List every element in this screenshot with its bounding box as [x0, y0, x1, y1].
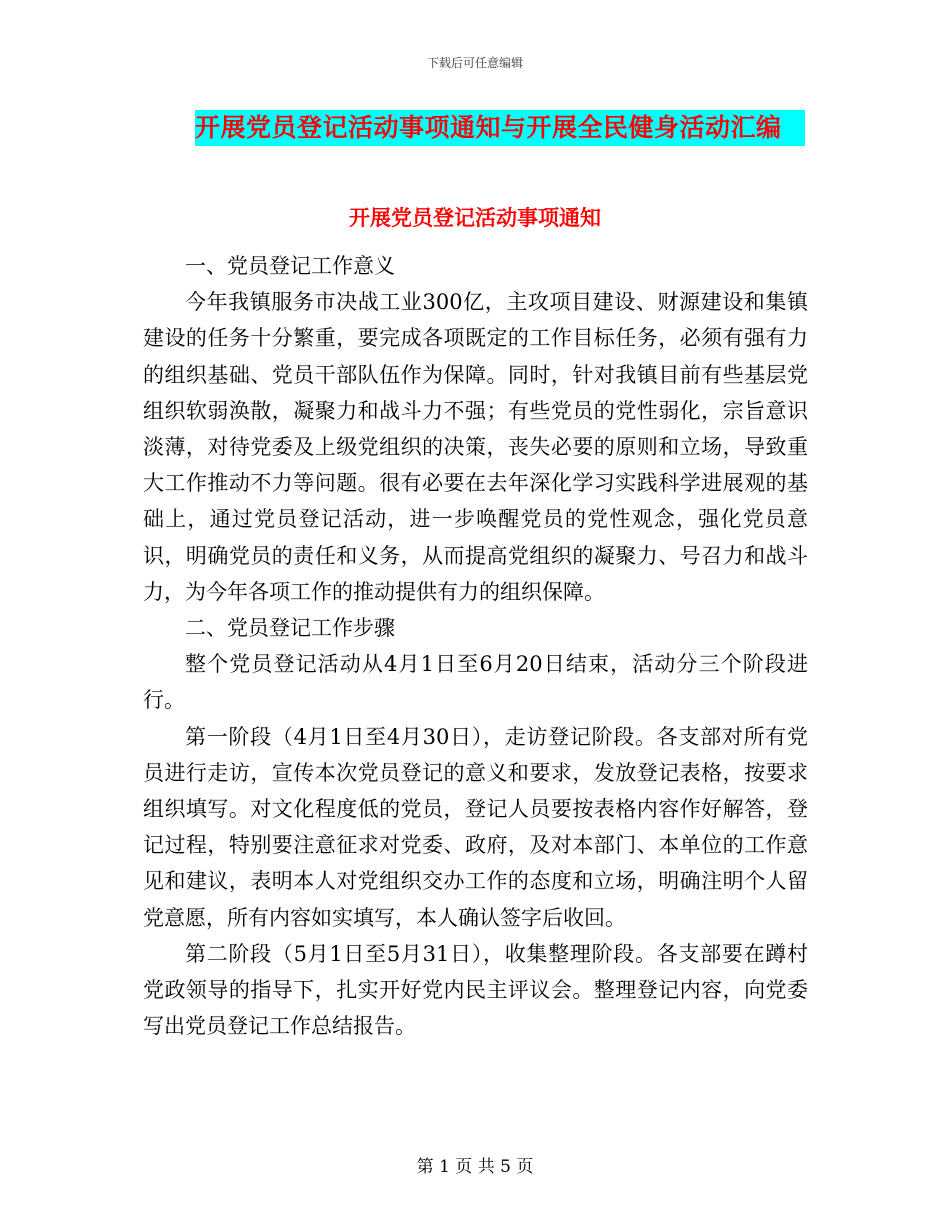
main-title-highlight: [195, 110, 805, 146]
heading-significance: 一、党员登记工作意义: [185, 254, 395, 278]
paragraph-significance: 今年我镇服务市决战工业300亿，主攻项目建设、财源建设和集镇建设的任务十分繁重，要完成各项既定的工作目标任务，必须有强有力的组织基础、党员干部队伍作为保障。同时，针对我镇目前有些基层党组织软弱涣散，凝聚力和战斗力不强；有些党员的党性弱化，宗旨意识淡薄，对待党委及上级党组织的决策，丧失必要的原则和立场，导致重大工作推动不力等问题。很有必要在去年深化学习实践科学进展观的基础上，通过党员登记活动，进一步唤醒党员的党性观念，强化党员意识，明确党员的责任和义务，从而提高党组织的凝聚力、号召力和战斗力，为今年各项工作的推动提供有力的组织保障。: [143, 290, 808, 604]
header-note: 下载后可任意编辑: [426, 56, 523, 70]
section-title: 开展党员登记活动事项通知: [349, 206, 601, 230]
document-body: [143, 248, 808, 1044]
page-footer: 第 1 页 共 5 页: [416, 1157, 534, 1177]
main-title: 开展党员登记活动事项通知与开展全民健身活动汇编: [195, 113, 782, 142]
paragraph-stage-one: 第一阶段（4月1日至4月30日），走访登记阶段。各支部对所有党员进行走访，宣传本次党员登记的意义和要求，发放登记表格，按要求组织填写。对文化程度低的党员，登记人员要按表格内容作好解答，登记过程，特别要注意征求对党委、政府，及对本部门、本单位的工作意见和建议，表明本人对党组织交办工作的态度和立场，明确注明个人留党意愿，所有内容如实填写，本人确认签字后收回。: [143, 724, 808, 930]
paragraph-stage-two: 第二阶段（5月1日至5月31日），收集整理阶段。各支部要在蹲村党政领导的指导下，扎实开好党内民主评议会。整理登记内容，向党委写出党员登记工作总结报告。: [143, 941, 808, 1039]
paragraph-schedule: 整个党员登记活动从4月1日至6月20日结束，活动分三个阶段进行。: [143, 652, 808, 713]
heading-steps: 二、党员登记工作步骤: [185, 616, 395, 641]
